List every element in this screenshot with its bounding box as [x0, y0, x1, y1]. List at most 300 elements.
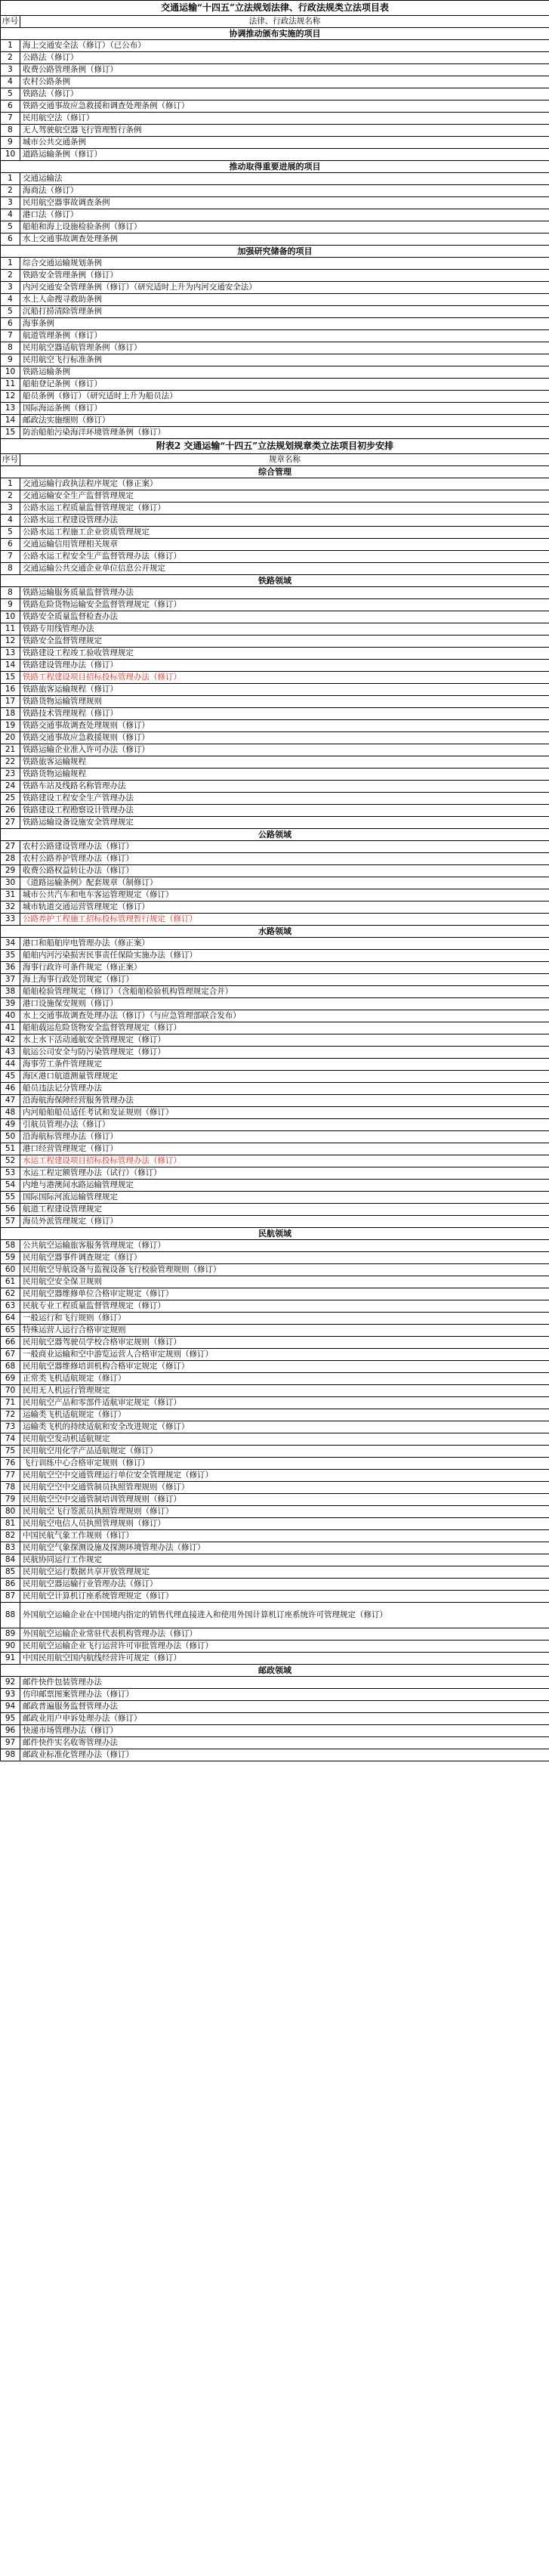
table-row: [1, 527, 549, 539]
table-row: [1, 294, 549, 306]
row-name: 港口和船舶岸电管理办法（修正案）: [20, 938, 549, 950]
row-number: 14: [1, 660, 20, 672]
table-row: [1, 611, 549, 623]
row-name: 交通运输法: [20, 173, 549, 185]
row-number: 46: [1, 1083, 20, 1095]
row-number: 44: [1, 1059, 20, 1071]
table-row: [1, 1628, 549, 1641]
table-row: [1, 1566, 549, 1579]
row-number: 93: [1, 1689, 20, 1701]
table-row: [1, 623, 549, 635]
row-number: 53: [1, 1167, 20, 1180]
table-row: [1, 938, 549, 950]
row-name: 民用航空产品和零部件适航审定规定（修订）: [20, 1397, 549, 1409]
row-number: 25: [1, 793, 20, 805]
row-name: 铁路安全监督管理规定: [20, 635, 549, 648]
table-row: [1, 270, 549, 282]
table-row: [1, 1155, 549, 1167]
table-row: [1, 1143, 549, 1155]
table-row: [1, 696, 549, 708]
row-name: 铁路货物运输规程: [20, 768, 549, 781]
row-number: 65: [1, 1325, 20, 1337]
row-name: 民用航空安全保卫规则: [20, 1276, 549, 1288]
row-number: 54: [1, 1180, 20, 1192]
row-name: 综合交通运输规划条例: [20, 258, 549, 270]
row-number: 95: [1, 1713, 20, 1725]
section-header-row: [1, 28, 549, 40]
row-number: 1: [1, 258, 20, 270]
row-number: 73: [1, 1421, 20, 1433]
row-name: 铁路建设工程安全生产管理办法: [20, 793, 549, 805]
row-name: 航运公司安全与防污染管理规定（修订）: [20, 1047, 549, 1059]
table-row: [1, 221, 549, 233]
row-name: 公路水运工程建设管理办法: [20, 515, 549, 527]
row-name: 铁路安全质量监督检查办法: [20, 611, 549, 623]
table-row: [1, 563, 549, 575]
table-row: [1, 101, 549, 113]
column-header-name: 规章名称: [20, 454, 549, 466]
table-row: [1, 1701, 549, 1713]
table-row: [1, 282, 549, 294]
row-name: 运输类飞机的持续适航和安全改进规定（修订）: [20, 1421, 549, 1433]
table-row: [1, 684, 549, 696]
row-number: 13: [1, 648, 20, 660]
row-number: 67: [1, 1349, 20, 1361]
row-number: 69: [1, 1373, 20, 1385]
row-number: 30: [1, 877, 20, 889]
row-name: 内地与港澳间水路运输管理规定: [20, 1180, 549, 1192]
row-number: 15: [1, 672, 20, 684]
row-number: 92: [1, 1677, 20, 1689]
table-row: [1, 1349, 549, 1361]
table-row: [1, 1421, 549, 1433]
table-row: [1, 986, 549, 998]
row-name: 沿海航海保障经营服务管理办法: [20, 1095, 549, 1107]
table-row: [1, 1482, 549, 1494]
row-name: 公路法（修订）: [20, 52, 549, 64]
row-name: 邮政业用户申诉处理办法（修订）: [20, 1713, 549, 1725]
row-number: 2: [1, 270, 20, 282]
row-name: 航道工程建设管理规定: [20, 1204, 549, 1216]
row-name: 民用无人机运行管理规定: [20, 1385, 549, 1397]
row-name: 海事行政许可条件规定（修正案）: [20, 962, 549, 974]
row-name: 民用航空导航设备与监视设备飞行校验管理规则（修订）: [20, 1264, 549, 1276]
row-name: 铁路运输服务质量监督管理办法: [20, 587, 549, 599]
row-name: 铁路旅客运输规程（修订）: [20, 684, 549, 696]
row-name: 铁路安全管理条例（修订）: [20, 270, 549, 282]
row-name: 铁路专用线管理办法: [20, 623, 549, 635]
row-name: 邮件快件包装管理办法: [20, 1677, 549, 1689]
row-name: 水上水下活动通航安全管理规定（修订）: [20, 1034, 549, 1047]
row-number: 7: [1, 113, 20, 125]
row-number: 2: [1, 52, 20, 64]
table-row: [1, 1010, 549, 1022]
row-number: 5: [1, 306, 20, 318]
table-row: [1, 1095, 549, 1107]
row-number: 78: [1, 1482, 20, 1494]
row-name: 民用航空用化学产品适航规定（修订）: [20, 1446, 549, 1458]
row-name: 民用航空气象探测设施及探测环境管理办法（修订）: [20, 1542, 549, 1554]
row-name: 公路水运工程施工企业资质管理规定: [20, 527, 549, 539]
row-name: 民航协同运行工作规定: [20, 1554, 549, 1566]
table-row: [1, 379, 549, 391]
row-name: 铁路旅客运输规程: [20, 756, 549, 768]
row-name: 水运工程定额管理办法（试行）（修订）: [20, 1167, 549, 1180]
table-row: [1, 1034, 549, 1047]
row-number: 1: [1, 478, 20, 490]
row-name: 外国航空运输企业常驻代表机构管理办法（修订）: [20, 1628, 549, 1641]
table-row: [1, 1446, 549, 1458]
table-row: [1, 209, 549, 221]
row-number: 11: [1, 623, 20, 635]
row-number: 52: [1, 1155, 20, 1167]
table-row: [1, 648, 549, 660]
row-name: 沿海航标管理办法（修订）: [20, 1131, 549, 1143]
row-name: 城市公共交通条例: [20, 137, 549, 149]
table-row: [1, 1264, 549, 1276]
table-row: [1, 817, 549, 829]
table-row: [1, 539, 549, 551]
row-name: 铁路建设工程竣工验收管理规定: [20, 648, 549, 660]
table-row: [1, 1713, 549, 1725]
row-number: 49: [1, 1119, 20, 1131]
row-name: 收费公路管理条例（修订）: [20, 64, 549, 76]
section-title: 水路领域: [1, 926, 549, 938]
row-number: 19: [1, 720, 20, 732]
row-number: 80: [1, 1506, 20, 1518]
row-name: 内河船舶船员适任考试和发证规则（修订）: [20, 1107, 549, 1119]
row-number: 12: [1, 391, 20, 403]
row-number: 90: [1, 1641, 20, 1653]
row-name: 铁路交通事故应急救援规则（修订）: [20, 732, 549, 744]
table-row: [1, 1047, 549, 1059]
table-row: [1, 853, 549, 865]
row-number: 64: [1, 1313, 20, 1325]
row-number: 43: [1, 1047, 20, 1059]
table-title: 附表2 交通运输“十四五”立法规划规章类立法项目初步安排: [1, 439, 549, 454]
row-number: 14: [1, 415, 20, 427]
row-name: 铁路货物运输管理规则: [20, 696, 549, 708]
row-number: 4: [1, 515, 20, 527]
table-row: [1, 1325, 549, 1337]
table-row: [1, 1397, 549, 1409]
row-name: 交通运输安全生产监督管理规定: [20, 490, 549, 503]
table-row: [1, 1107, 549, 1119]
table-row: [1, 1022, 549, 1034]
table-row: [1, 1737, 549, 1749]
table-row: [1, 599, 549, 611]
row-name: 沉船打捞清除管理条例: [20, 306, 549, 318]
row-number: 50: [1, 1131, 20, 1143]
row-name: 水上交通事故调查处理条例: [20, 233, 549, 246]
table-row: [1, 1131, 549, 1143]
row-name: 民用航空器维修培训机构合格审定规定（修订）: [20, 1361, 549, 1373]
row-number: 27: [1, 841, 20, 853]
row-name: 民用航空运输企业飞行运营许可审批管理办法（修订）: [20, 1641, 549, 1653]
row-number: 1: [1, 173, 20, 185]
section-header-row: [1, 246, 549, 258]
row-name: 农村公路条例: [20, 76, 549, 88]
row-number: 6: [1, 233, 20, 246]
row-number: 22: [1, 756, 20, 768]
row-name: 船舶内河污染损害民事责任保险实施办法（修订）: [20, 950, 549, 962]
column-header-number: 序号: [1, 454, 20, 466]
row-name: 船舶检验管理规定（修订）（含船舶检验机构管理规定合并）: [20, 986, 549, 998]
table-title-row: [1, 1, 549, 16]
row-number: 45: [1, 1071, 20, 1083]
row-name: 水上人命搜寻救助条例: [20, 294, 549, 306]
table-row: [1, 1518, 549, 1530]
table-body: [1, 1, 549, 1761]
row-name: 公路水运工程质量监督管理规定（修订）: [20, 503, 549, 515]
row-name: 交通运输行政执法程序规定（修正案）: [20, 478, 549, 490]
row-number: 94: [1, 1701, 20, 1713]
row-name: 中国民用航空国内航线经营许可规定（修订）: [20, 1653, 549, 1665]
row-number: 86: [1, 1579, 20, 1591]
row-name: 正常类飞机适航规定（修订）: [20, 1373, 549, 1385]
row-number: 58: [1, 1240, 20, 1252]
section-title: 铁路领域: [1, 575, 549, 587]
row-name: 海员外派管理规定（修订）: [20, 1216, 549, 1228]
row-number: 83: [1, 1542, 20, 1554]
table-row: [1, 901, 549, 914]
row-number: 91: [1, 1653, 20, 1665]
table-row: [1, 1385, 549, 1397]
row-number: 3: [1, 197, 20, 209]
row-name: 民用航空计算机订座系统管理规定（修订）: [20, 1591, 549, 1603]
row-number: 2: [1, 185, 20, 197]
table-row: [1, 1530, 549, 1542]
row-name: 收费公路权益转让办法（修订）: [20, 865, 549, 877]
table-row: [1, 914, 549, 926]
row-number: 3: [1, 282, 20, 294]
row-name: 城市公共汽车和电车客运管理规定（修订）: [20, 889, 549, 901]
table-row: [1, 1542, 549, 1554]
table-row: [1, 1300, 549, 1313]
row-name: 铁路车站及线路名称管理办法: [20, 781, 549, 793]
table-row: [1, 781, 549, 793]
row-number: 4: [1, 76, 20, 88]
row-name: 交通运输信用管理相关规章: [20, 539, 549, 551]
row-name: 邮政法实施细则（修订）: [20, 415, 549, 427]
row-name: 农村公路建设管理办法（修订）: [20, 841, 549, 853]
table-row: [1, 1119, 549, 1131]
row-number: 6: [1, 101, 20, 113]
section-header-row: [1, 1228, 549, 1240]
table-row: [1, 768, 549, 781]
row-number: 6: [1, 539, 20, 551]
row-number: 42: [1, 1034, 20, 1047]
row-name: 特殊运营人运行合格审定规则: [20, 1325, 549, 1337]
table-row: [1, 330, 549, 342]
table-row: [1, 1591, 549, 1603]
row-name: 公路水运工程安全生产监督管理办法（修订）: [20, 551, 549, 563]
table-row: [1, 1749, 549, 1761]
table-row: [1, 52, 549, 64]
row-number: 1: [1, 40, 20, 52]
section-title: 协调推动颁布实施的项目: [1, 28, 549, 40]
row-name: 船舶登记条例（修订）: [20, 379, 549, 391]
section-title: 推动取得重要进展的项目: [1, 161, 549, 173]
table-row: [1, 1252, 549, 1264]
row-number: 10: [1, 366, 20, 379]
row-number: 18: [1, 708, 20, 720]
table-row: [1, 732, 549, 744]
row-number: 17: [1, 696, 20, 708]
section-header-row: [1, 161, 549, 173]
row-number: 28: [1, 853, 20, 865]
row-number: 60: [1, 1264, 20, 1276]
table-row: [1, 173, 549, 185]
row-number: 29: [1, 865, 20, 877]
section-header-row: [1, 1665, 549, 1677]
row-number: 61: [1, 1276, 20, 1288]
table-row: [1, 1725, 549, 1737]
table-row: [1, 1313, 549, 1325]
table-row: [1, 185, 549, 197]
row-name: 民用航空飞行标准条例: [20, 354, 549, 366]
table-row: [1, 1506, 549, 1518]
table-row: [1, 515, 549, 527]
row-number: 82: [1, 1530, 20, 1542]
table-row: [1, 1216, 549, 1228]
table-row: [1, 1433, 549, 1446]
row-number: 75: [1, 1446, 20, 1458]
table-row: [1, 635, 549, 648]
row-number: 3: [1, 64, 20, 76]
table-row: [1, 258, 549, 270]
table-row: [1, 88, 549, 101]
table-row: [1, 720, 549, 732]
row-number: 47: [1, 1095, 20, 1107]
row-name: 公共航空运输旅客服务管理规定（修订）: [20, 1240, 549, 1252]
row-number: 66: [1, 1337, 20, 1349]
table-row: [1, 974, 549, 986]
table-row: [1, 587, 549, 599]
row-name: 铁路运输条例: [20, 366, 549, 379]
row-name: 铁路运输企业准入许可办法（修订）: [20, 744, 549, 756]
row-number: 68: [1, 1361, 20, 1373]
table-header-row: [1, 454, 549, 466]
row-name: 民用航空运行数据共享开放管理规定: [20, 1566, 549, 1579]
row-name: 民用航空电信人员执照管理规则（修订）: [20, 1518, 549, 1530]
row-name: 公路养护工程施工招标投标管理暂行规定（修订）: [20, 914, 549, 926]
row-name: 铁路交通事故应急救援和调查处理条例（修订）: [20, 101, 549, 113]
row-number: 38: [1, 986, 20, 998]
row-number: 26: [1, 805, 20, 817]
row-name: 民用航空空中交通管制员执照管理规则（修订）: [20, 1482, 549, 1494]
table-row: [1, 1192, 549, 1204]
table-row: [1, 1470, 549, 1482]
table-row: [1, 1653, 549, 1665]
row-number: 16: [1, 684, 20, 696]
row-name: 船舶载运危险货物安全监督管理规定（修订）: [20, 1022, 549, 1034]
row-number: 23: [1, 768, 20, 781]
table-row: [1, 233, 549, 246]
table-row: [1, 962, 549, 974]
row-number: 21: [1, 744, 20, 756]
row-number: 70: [1, 1385, 20, 1397]
row-number: 10: [1, 149, 20, 161]
table-row: [1, 950, 549, 962]
row-number: 76: [1, 1458, 20, 1470]
table-row: [1, 1554, 549, 1566]
row-name: 海上交通安全法（修订）（已公布）: [20, 40, 549, 52]
row-name: 民用航空器事故调查条例: [20, 197, 549, 209]
row-number: 15: [1, 427, 20, 439]
row-name: 铁路建设管理办法（修订）: [20, 660, 549, 672]
row-name: 民航专业工程质量监督管理规定（修订）: [20, 1300, 549, 1313]
row-number: 9: [1, 354, 20, 366]
table-row: [1, 318, 549, 330]
row-name: 航道管理条例（修订）: [20, 330, 549, 342]
row-name: 民用航空器运输行业管理办法（修订）: [20, 1579, 549, 1591]
row-number: 34: [1, 938, 20, 950]
table-row: [1, 1337, 549, 1349]
table-row: [1, 306, 549, 318]
row-number: 48: [1, 1107, 20, 1119]
row-number: 8: [1, 563, 20, 575]
row-name: 港口法（修订）: [20, 209, 549, 221]
row-name: 水运工程建设项目招标投标管理办法（修订）: [20, 1155, 549, 1167]
row-number: 8: [1, 342, 20, 354]
row-name: 海事条例: [20, 318, 549, 330]
table-row: [1, 366, 549, 379]
table-row: [1, 1276, 549, 1288]
table-row: [1, 403, 549, 415]
table-row: [1, 1361, 549, 1373]
row-number: 57: [1, 1216, 20, 1228]
column-header-name: 法律、行政法规名称: [20, 16, 549, 28]
row-name: 国际海运条例（修订）: [20, 403, 549, 415]
row-number: 10: [1, 611, 20, 623]
row-number: 27: [1, 817, 20, 829]
row-number: 79: [1, 1494, 20, 1506]
row-number: 97: [1, 1737, 20, 1749]
row-name: 民用航空空中交通管理运行单位安全管理规定（修订）: [20, 1470, 549, 1482]
row-name: 农村公路养护管理办法（修订）: [20, 853, 549, 865]
row-number: 87: [1, 1591, 20, 1603]
section-header-row: [1, 926, 549, 938]
table-row: [1, 1641, 549, 1653]
row-number: 32: [1, 901, 20, 914]
table-row: [1, 64, 549, 76]
row-number: 8: [1, 587, 20, 599]
row-name: 海事劳工条件管理规定: [20, 1059, 549, 1071]
table-row: [1, 660, 549, 672]
table-row: [1, 40, 549, 52]
row-name: 城市轨道交通运营管理规定（修订）: [20, 901, 549, 914]
table-row: [1, 756, 549, 768]
row-name: 水上交通事故调查处理办法（修订）（与应急管理部联合发布）: [20, 1010, 549, 1022]
row-name: 海区港口航道测量管理规定: [20, 1071, 549, 1083]
row-name: 海上海事行政处罚规定（修订）: [20, 974, 549, 986]
row-name: 民用航空器驾驶员学校合格审定规则（修订）: [20, 1337, 549, 1349]
table-row: [1, 1603, 549, 1628]
row-name: 船舶和海上设施检验条例（修订）: [20, 221, 549, 233]
table-row: [1, 137, 549, 149]
table-title: 交通运输“十四五”立法规划法律、行政法规类立法项目表: [1, 1, 549, 16]
table-row: [1, 889, 549, 901]
table-row: [1, 391, 549, 403]
row-name: 内河交通安全管理条例（修订）（研究适时上升为内河交通安全法）: [20, 282, 549, 294]
row-number: 35: [1, 950, 20, 962]
row-number: 5: [1, 527, 20, 539]
table-row: [1, 865, 549, 877]
row-name: 飞行训练中心合格审定规则（修订）: [20, 1458, 549, 1470]
row-number: 96: [1, 1725, 20, 1737]
table-row: [1, 1083, 549, 1095]
